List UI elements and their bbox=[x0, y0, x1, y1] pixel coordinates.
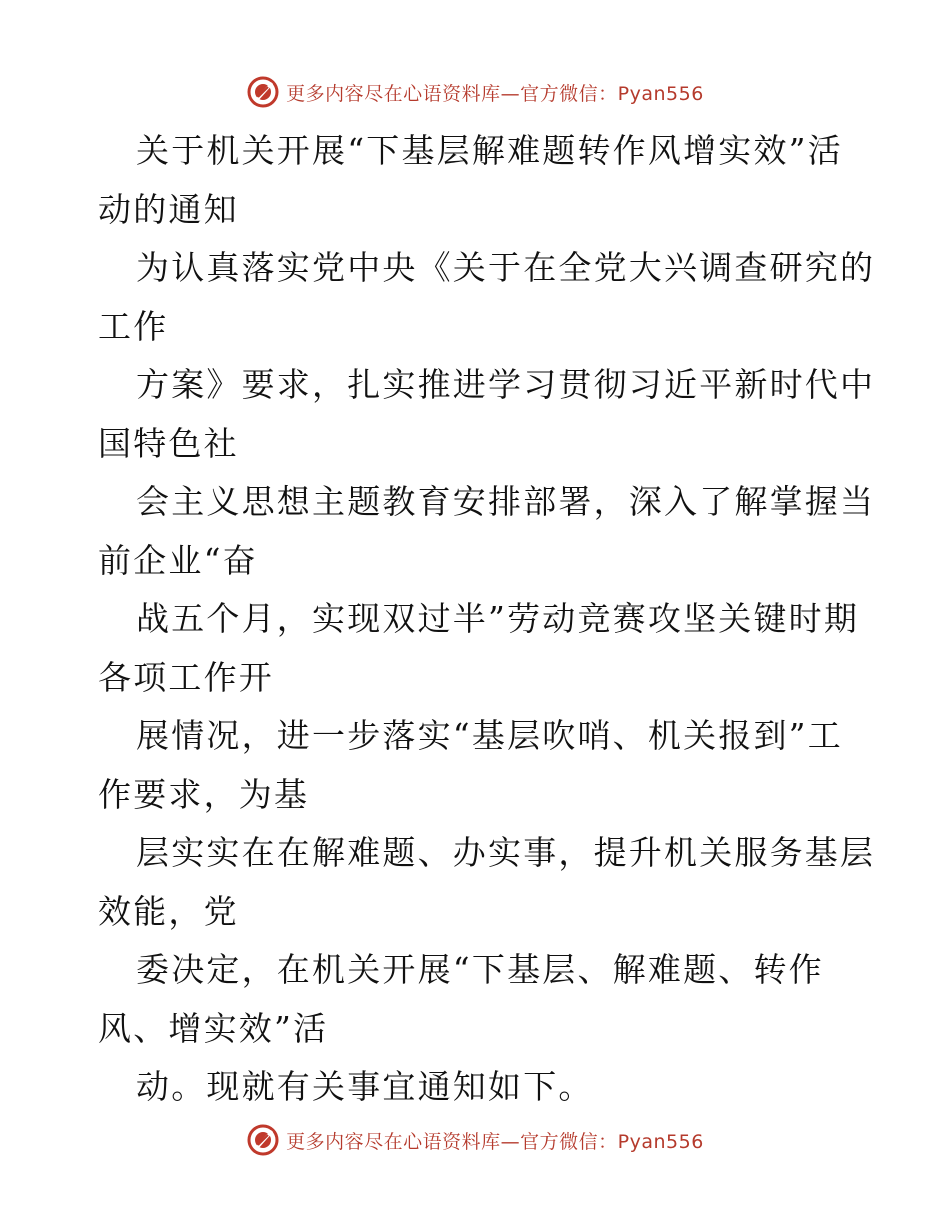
seal-logo-icon bbox=[246, 1123, 280, 1157]
doc-line: 各项工作开 bbox=[98, 657, 274, 697]
doc-line: 方案》要求，扎实推进学习贯彻习近平新时代中 bbox=[136, 365, 876, 404]
doc-line: 动的通知 bbox=[98, 189, 239, 229]
doc-line: 关于机关开展“下基层解难题转作风增实效”活 bbox=[136, 131, 843, 170]
document-body bbox=[98, 122, 876, 1117]
header-banner-text: 更多内容尽在心语资料库—官方微信：Pyan556 bbox=[286, 82, 704, 105]
doc-line: 前企业“奋 bbox=[98, 540, 258, 580]
doc-line: 工作 bbox=[98, 306, 169, 346]
doc-line: 战五个月，实现双过半”劳动竞赛攻坚关键时期 bbox=[136, 599, 860, 638]
doc-line: 展情况，进一步落实“基层吹哨、机关报到”工 bbox=[136, 716, 843, 755]
doc-line: 动。现就有关事宜通知如下。 bbox=[136, 1067, 594, 1106]
seal-logo-icon bbox=[246, 75, 280, 109]
footer-banner bbox=[0, 1120, 950, 1160]
doc-line: 委决定，在机关开展“下基层、解难题、转作 bbox=[136, 950, 824, 989]
doc-line: 为认真落实党中央《关于在全党大兴调查研究的 bbox=[136, 248, 876, 287]
header-banner bbox=[0, 72, 950, 112]
doc-line: 作要求，为基 bbox=[98, 774, 310, 814]
doc-line: 层实实在在解难题、办实事，提升机关服务基层 bbox=[136, 833, 876, 872]
doc-line: 国特色社 bbox=[98, 423, 239, 463]
footer-banner-text: 更多内容尽在心语资料库—官方微信：Pyan556 bbox=[286, 1130, 704, 1153]
doc-line: 风、增实效”活 bbox=[98, 1008, 329, 1048]
doc-line: 会主义思想主题教育安排部署，深入了解掌握当 bbox=[136, 482, 876, 521]
doc-line: 效能，党 bbox=[98, 891, 239, 931]
